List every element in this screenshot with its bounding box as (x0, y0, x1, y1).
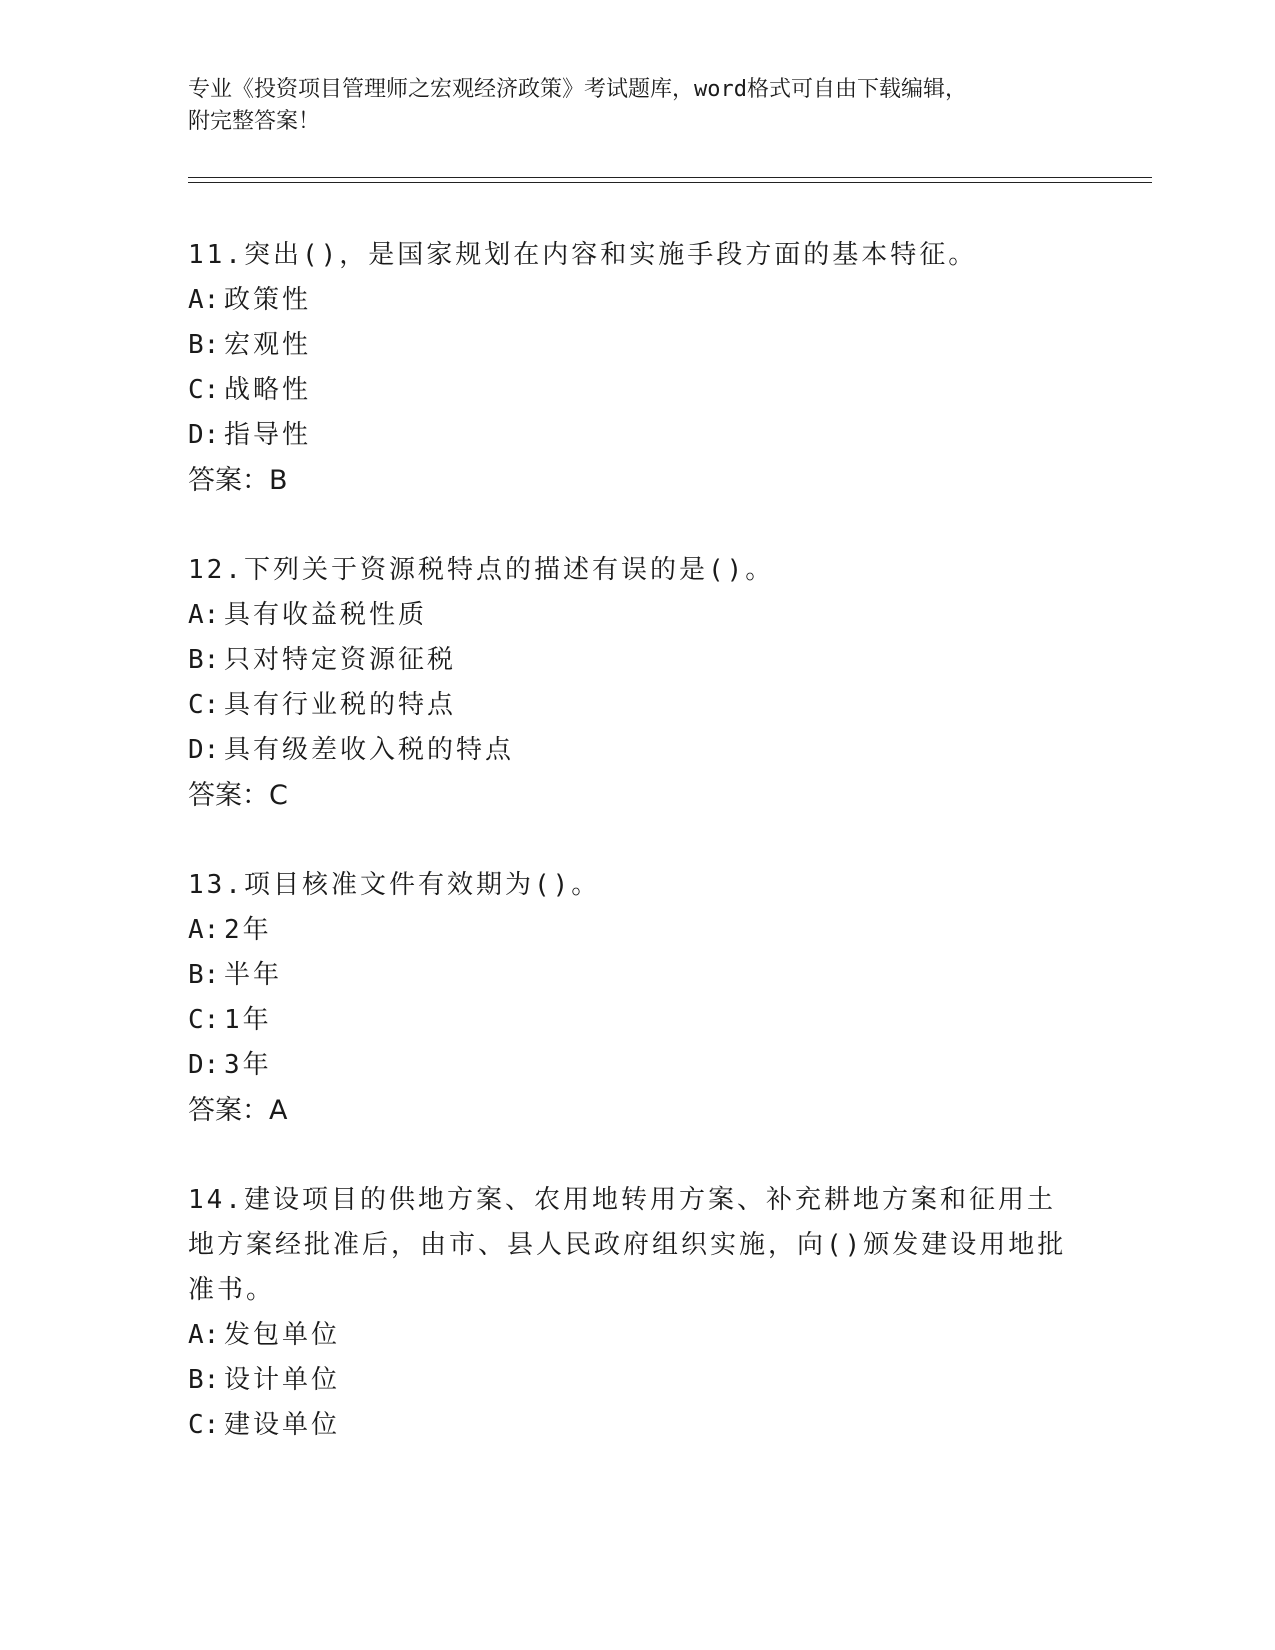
option-a (188, 278, 1088, 323)
answer-line: 答案：C (188, 780, 288, 811)
question-stem: 11.突出()，是国家规划在内容和实施手段方面的基本特征。 (188, 240, 978, 270)
option-c (188, 1403, 1068, 1448)
option-b (188, 323, 1088, 368)
option-text: 政策性 (224, 285, 312, 315)
option-a (188, 908, 1088, 953)
option-letter: A: (188, 915, 220, 945)
option-letter: B: (188, 1365, 220, 1395)
option-c (188, 998, 1088, 1043)
option-b (188, 953, 1088, 998)
question-stem: 13.项目核准文件有效期为()。 (188, 870, 601, 900)
option-text: 具有收益税性质 (224, 600, 428, 630)
header-divider-top (188, 177, 1152, 178)
option-text: 2年 (224, 915, 272, 945)
option-letter: A: (188, 1320, 220, 1350)
header-line-1: 专业《投资项目管理师之宏观经济政策》考试题库，word格式可自由下载编辑， (188, 77, 967, 102)
option-text: 宏观性 (224, 330, 312, 360)
question-stem: 12.下列关于资源税特点的描述有误的是()。 (188, 555, 775, 585)
option-letter: B: (188, 330, 220, 360)
option-c (188, 683, 1088, 728)
option-b (188, 638, 1088, 683)
question-11 (188, 233, 1088, 503)
question-14 (188, 1178, 1068, 1448)
option-text: 建设单位 (224, 1410, 341, 1440)
option-letter: B: (188, 960, 220, 990)
option-a (188, 593, 1088, 638)
answer-line: 答案：B (188, 465, 288, 496)
option-text: 只对特定资源征税 (224, 645, 457, 675)
option-letter: C: (188, 1410, 220, 1440)
option-text: 半年 (224, 960, 283, 990)
question-12 (188, 548, 1088, 818)
option-d (188, 1043, 1088, 1088)
option-a (188, 1313, 1068, 1358)
option-text: 3年 (224, 1050, 272, 1080)
question-13 (188, 863, 1088, 1133)
option-text: 设计单位 (224, 1365, 341, 1395)
answer-line: 答案：A (188, 1095, 288, 1126)
option-letter: C: (188, 690, 220, 720)
option-letter: D: (188, 1050, 220, 1080)
option-letter: D: (188, 420, 220, 450)
option-letter: D: (188, 735, 220, 765)
option-letter: C: (188, 375, 220, 405)
option-text: 具有级差收入税的特点 (224, 735, 515, 765)
option-letter: A: (188, 285, 220, 315)
option-letter: A: (188, 600, 220, 630)
option-text: 发包单位 (224, 1320, 341, 1350)
header-divider-bottom (188, 182, 1152, 183)
document-header (188, 74, 1068, 138)
option-b (188, 1358, 1068, 1403)
option-letter: B: (188, 645, 220, 675)
header-line-2: 附完整答案！ (188, 109, 321, 134)
option-text: 战略性 (224, 375, 312, 405)
option-text: 具有行业税的特点 (224, 690, 457, 720)
option-c (188, 368, 1088, 413)
option-letter: C: (188, 1005, 220, 1035)
option-text: 1年 (224, 1005, 272, 1035)
option-text: 指导性 (224, 420, 312, 450)
option-d (188, 413, 1088, 458)
question-stem: 14.建设项目的供地方案、农用地转用方案、补充耕地方案和征用土地方案经批准后，由市、县人民政府组织实施，向()颁发建设用地批准书。 (188, 1185, 1067, 1305)
option-d (188, 728, 1088, 773)
